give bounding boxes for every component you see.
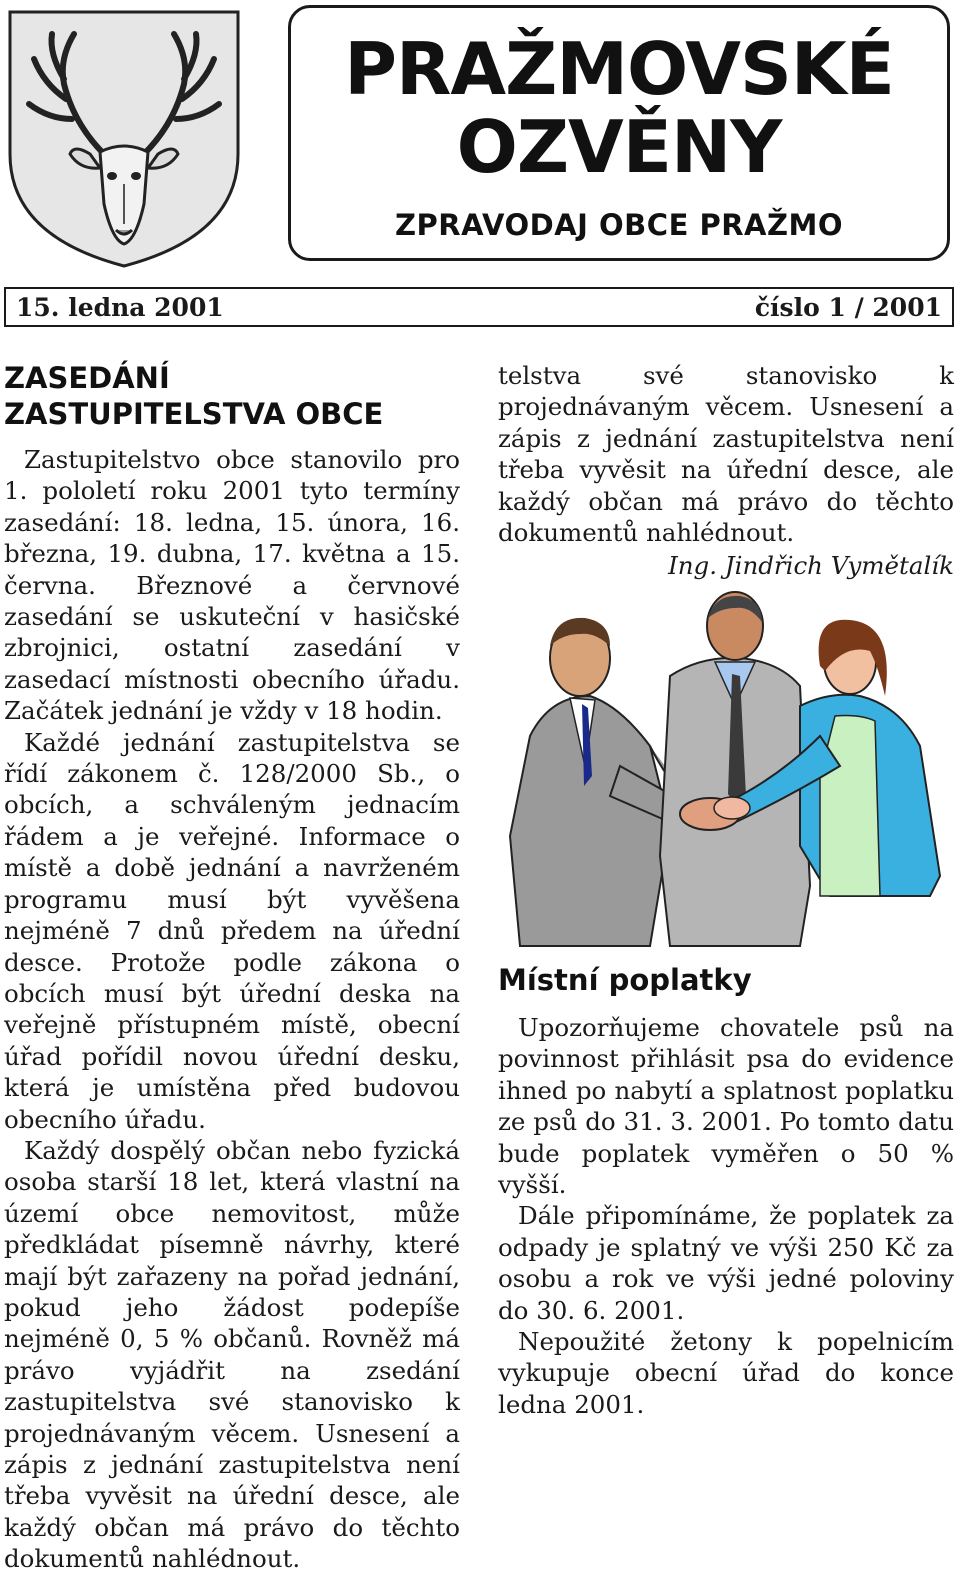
issue-dateline [4, 287, 954, 327]
newsletter-subtitle: ZPRAVODAJ OBCE PRAŽMO [394, 208, 844, 242]
newsletter-title-line2: OZVĚNY [456, 105, 782, 189]
newsletter-title-line1: PRAŽMOVSKÉ [344, 27, 894, 111]
article-paragraph-3: Každý dospělý občan nebo fyzická osoba starší 18 let, která vlastní na území obce nemovitost, může předkládat písemně návrhy, které mají být zařazeny na pořad jednání, pokud jeho žádost podepíše nejméně 0, 5 % občanů. Rovněž má právo vyjádřit na zsedání zastupitelstva své stanovisko k projednávaným věcem. Usnesení a zápis z jednání zastupitelstva není třeba vyvěsit na úřední desce, ale každý občan má právo do těchto dokumentů nahlédnout. [4, 1135, 460, 1574]
article-heading-line1: ZASEDÁNÍ [4, 361, 170, 395]
masthead [288, 5, 950, 261]
article-local-fees-paragraph-3: Nepoužité žetony k popelnicím vykupuje obecní úřad do konce ledna 2001. [498, 1327, 954, 1419]
article-heading [4, 360, 460, 432]
handshake-illustration [500, 596, 950, 946]
article-local-fees-paragraph-2: Dále připomínáme, že poplatek za odpady je splatný ve výši 250 Kč za osobu a rok ve výši jedné poloviny do 30. 6. 2001. [498, 1201, 954, 1325]
article-paragraph-2: Každé jednání zastupitelstva se řídí zákonem č. 128/2000 Sb., o obcích, a schváleným jednacím řádem a je veřejné. Informace o místě a době jednání a navrženém programu musí být vyvěšena nejméně 7 dnů předem na úřední desce. Protože podle zákona o obcích musí být úřední deska na veřejně přístupném místě, obecní úřad pořídil novou úřední desku, která je umístěna před budovou obecního úřadu. [4, 727, 460, 1134]
issue-number: číslo 1 / 2001 [754, 292, 942, 322]
article-heading-line2: ZASTUPITELSTVA OBCE [4, 397, 384, 431]
article-paragraph-3-continued-text: telstva své stanovisko k projednávaným věcem. Usnesení a zápis z jednání zastupitelstva není třeba vyvěsit na úřední desce, ale každý občan má právo do těchto dokumentů nahlédnout. [498, 361, 954, 548]
article-local-fees-paragraph-1: Upozorňujeme chovatele psů na povinnost přihlásit psa do evidence ihned po nabytí a splatnost poplatku ze psů do 31. 3. 2001. Po tomto datu bude poplatek vyměřen o 50 % vyšší. [498, 1013, 954, 1200]
issue-date: 15. ledna 2001 [16, 292, 224, 322]
article-council-meeting-right [498, 360, 954, 581]
article-local-fees [498, 962, 954, 1420]
article-local-fees-heading: Místní poplatky [498, 963, 752, 997]
article-author: Ing. Jindřich Vymětalík [668, 551, 954, 580]
coat-of-arms-stag-logo [4, 4, 244, 270]
article-paragraph-1: Zastupitelstvo obce stanovilo pro 1. pololetí roku 2001 tyto termíny zasedání: 18. ledna, 15. února, 16. března, 19. dubna, 17. května a 15. června. Březnové a červnové zasedání se uskuteční v hasičské zbrojnici, ostatní zasedání v zasedací místnosti obecního úřadu. Začátek jednání je vždy v 18 hodin. [4, 445, 460, 726]
article-council-meeting-left [4, 360, 460, 1574]
article-paragraph-3-continued [498, 360, 954, 548]
